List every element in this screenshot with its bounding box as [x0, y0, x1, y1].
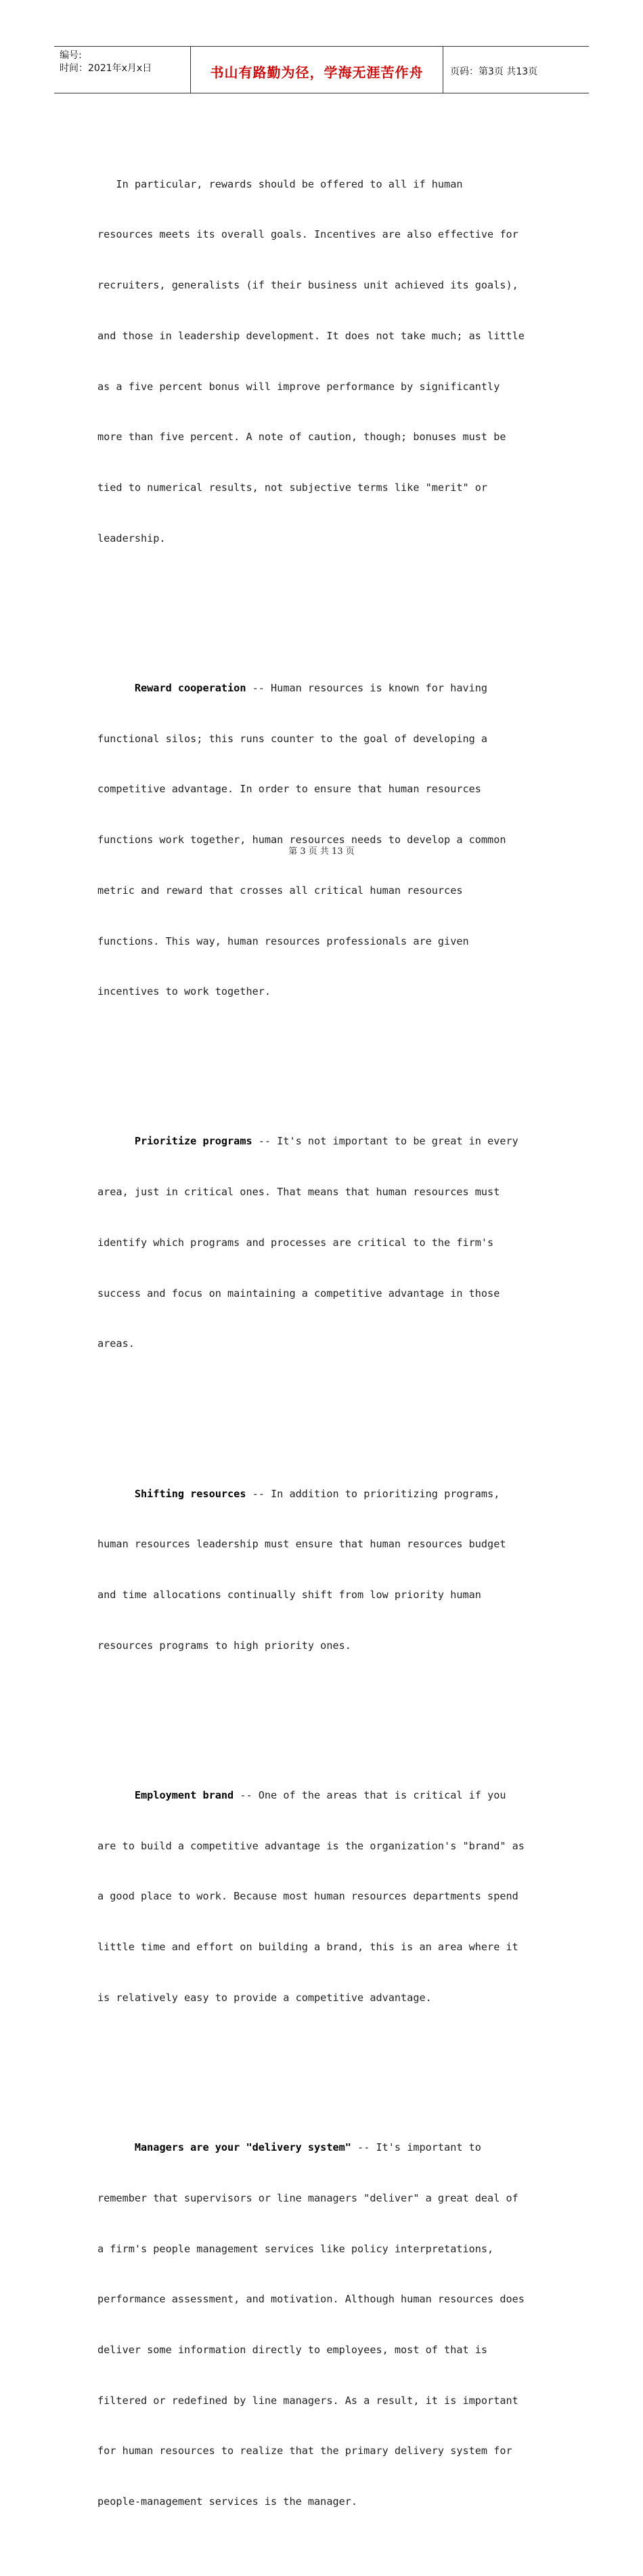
- heading-continuation: -- One of the areas that is critical if you: [234, 1789, 506, 1801]
- text-line: more than five percent. A note of caution, though; bonuses must be: [97, 431, 506, 444]
- text-line: tied to numerical results, not subjective terms like "merit" or: [97, 481, 488, 494]
- text-line: resources programs to high priority ones.: [97, 1639, 351, 1652]
- page-header: [54, 46, 589, 93]
- text-line: [97, 2139, 558, 2156]
- text-line: for human resources to realize that the primary delivery system for: [97, 2445, 512, 2457]
- text-line: metric and reward that crosses all critical human resources: [97, 884, 463, 897]
- document-time-label: 时间：2021年x月x日: [60, 63, 152, 74]
- text-line: a firm's people management services like policy interpretations,: [97, 2242, 494, 2255]
- heading-continuation: -- It's important to: [351, 2141, 481, 2154]
- text-line: leadership.: [97, 532, 166, 544]
- text-line: a good place to work. Because most human resources departments spend: [97, 1890, 518, 1903]
- text-line: are to build a competitive advantage is the organization's "brand" as: [97, 1839, 525, 1852]
- text-line: little time and effort on building a brand, this is an area where it: [97, 1941, 518, 1954]
- paragraph-delivery-system: [97, 2105, 558, 2544]
- text-line: areas.: [97, 1337, 135, 1350]
- paragraph-shifting-resources: [97, 1452, 558, 1688]
- section-heading: Managers are your "delivery system": [134, 2141, 351, 2154]
- text-line: functional silos; this runs counter to the goal of developing a: [97, 732, 488, 745]
- text-line: filtered or redefined by line managers. As a result, it is important: [97, 2394, 518, 2407]
- paragraph-employment-brand: [97, 1753, 558, 2040]
- document-body: [97, 108, 558, 2576]
- text-line: identify which programs and processes are critical to the firm's: [97, 1236, 494, 1249]
- heading-continuation: -- In addition to prioritizing programs,: [246, 1487, 500, 1500]
- header-page-info: 页码：第3页 共13页: [450, 66, 538, 77]
- paragraph-reward-cooperation: [97, 646, 558, 1034]
- text-line: people-management services is the manager.: [97, 2495, 358, 2508]
- paragraph-prioritize-programs: [97, 1100, 558, 1386]
- section-heading: Prioritize programs: [134, 1135, 252, 1148]
- section-heading: Shifting resources: [134, 1487, 246, 1500]
- text-line: incentives to work together.: [97, 985, 271, 998]
- section-heading: Employment brand: [134, 1789, 234, 1801]
- document-number-label: 编号:: [60, 50, 82, 61]
- text-line: human resources leadership must ensure that human resources budget: [97, 1538, 506, 1551]
- page-footer: 第 3 页 共 13 页: [288, 846, 355, 857]
- heading-continuation: -- Human resources is known for having: [246, 681, 488, 694]
- paragraph-intro: [97, 142, 558, 581]
- text-line: success and focus on maintaining a competitive advantage in those: [97, 1287, 500, 1300]
- section-heading: Reward cooperation: [134, 681, 246, 694]
- text-line: recruiters, generalists (if their business unit achieved its goals),: [97, 279, 518, 292]
- text-line: is relatively easy to provide a competitive advantage.: [97, 1991, 432, 2004]
- header-motto: 书山有路勤为径，学海无涯苦作舟: [191, 47, 443, 93]
- text-line: area, just in critical ones. That means that human resources must: [97, 1186, 500, 1199]
- text-line: resources meets its overall goals. Incentives are also effective for: [97, 228, 518, 241]
- text-line: In particular, rewards should be offered to all if human: [97, 177, 463, 190]
- header-meta-cell: [54, 47, 191, 93]
- text-line: competitive advantage. In order to ensure that human resources: [97, 783, 481, 796]
- text-line: [97, 1787, 558, 1804]
- text-line: as a five percent bonus will improve performance by significantly: [97, 380, 500, 393]
- text-line: and time allocations continually shift from low priority human: [97, 1589, 481, 1602]
- text-line: remember that supervisors or line managers "deliver" a great deal of: [97, 2191, 518, 2204]
- text-line: deliver some information directly to employees, most of that is: [97, 2344, 488, 2356]
- text-line: performance assessment, and motivation. Although human resources does: [97, 2293, 525, 2306]
- text-line: and those in leadership development. It does not take much; as little: [97, 329, 525, 342]
- text-line: [97, 1133, 558, 1150]
- text-line: [97, 680, 558, 697]
- text-line: [97, 1486, 558, 1503]
- text-line: functions. This way, human resources professionals are given: [97, 935, 469, 947]
- heading-continuation: -- It's not important to be great in every: [252, 1135, 518, 1148]
- text-line: functions work together, human resources needs to develop a common: [97, 834, 506, 846]
